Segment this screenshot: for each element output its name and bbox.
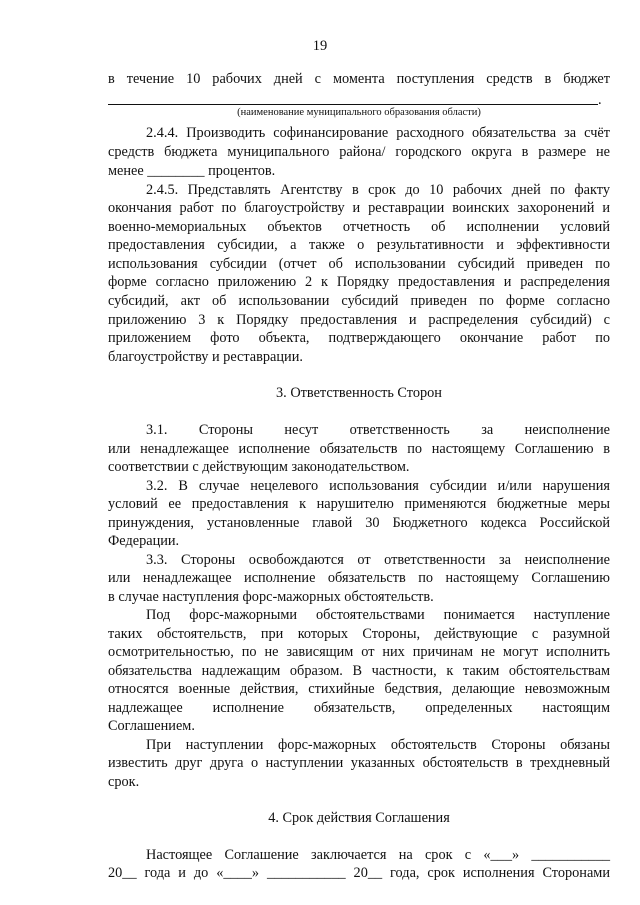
text-line: соответствии с действующим законодательством. [108,459,410,475]
text-line: 2.4.4. Производить софинансирование расходного обязательства за счёт [146,125,610,141]
text-line: срок. [108,774,140,790]
text-line: относятся военные действия, стихийные бедствия, делающие невозможным [108,681,610,697]
caption-note: (наименование муниципального образования области) [237,107,481,118]
section-heading: 4. Срок действия Соглашения [268,810,450,826]
text-line: надлежащее исполнение обязательств, определенных настоящим [108,700,610,716]
text-line: приложению 3 к Порядку предоставления и распределения субсидий) с [108,312,610,328]
text-line: 20__ года и до «____» ___________ 20__ года, срок исполнения Сторонами [108,865,610,881]
text-line: таких обстоятельств, при которых Стороны, действующие с разумной [108,626,610,642]
text-line: обязательства надлежащим образом. В частности, к таким обстоятельствам [108,663,610,679]
line-end-dot: . [598,92,602,108]
text-line: военно-мемориальных объектов отчетность об исполнении условий [108,219,610,235]
text-line: При наступлении форс-мажорных обстоятельств Стороны обязаны [146,737,610,753]
text-line: Федерации. [108,533,180,549]
text-line: или ненадлежащее исполнение обязательств по настоящему Соглашению в [108,441,610,457]
text-line: 2.4.5. Представлять Агентству в срок до 10 рабочих дней по факту [146,182,610,198]
text-line: благоустройству и реставрации. [108,349,303,365]
text-line: в случае наступления форс-мажорных обстоятельств. [108,589,434,605]
text-line: форме согласно приложению 2 к Порядку предоставления и распределения [108,274,610,290]
page-number: 19 [312,38,328,54]
text-line: приложением фото объекта, подтверждающего окончание работ по [108,330,610,346]
text-line: предоставления субсидии, а также о результативности и эффективности [108,237,610,253]
text-line: условий ее предоставления к нарушителю применяются бюджетные меры [108,496,610,512]
text-line: Настоящее Соглашение заключается на срок с «___» ___________ [146,847,610,863]
blank-underline [108,104,598,105]
text-line: окончания работ по благоустройству и реставрации воинских захоронений и [108,200,610,216]
text-line: 3.2. В случае нецелевого использования субсидии и/или нарушения [146,478,610,494]
section-heading: 3. Ответственность Сторон [276,385,442,401]
text-line: Под форс-мажорными обстоятельствами понимается наступление [146,607,610,623]
text-line: в течение 10 рабочих дней с момента поступления средств в бюджет [108,71,610,87]
text-line: субсидий, акт об использовании субсидий приведен по форме согласно [108,293,610,309]
text-line: 3.1. Стороны несут ответственность за неисполнение [146,422,610,438]
text-line: принуждения, установленные главой 30 Бюджетного кодекса Российской [108,515,610,531]
text-line: средств бюджета муниципального района/ городского округа в размере не [108,144,610,160]
text-line: известить друг друга о наступлении указанных обстоятельств в трехдневный [108,755,610,771]
text-line: использования субсидии (отчет об использовании субсидий приведен по [108,256,610,272]
text-line: осмотрительностью, по не зависящим от них причинам не могут исполнить [108,644,610,660]
text-line: 3.3. Стороны освобождаются от ответственности за неисполнение [146,552,610,568]
text-line: Соглашением. [108,718,195,734]
text-line: менее ________ процентов. [108,163,276,179]
text-line: или ненадлежащее исполнение обязательств по настоящему Соглашению [108,570,610,586]
